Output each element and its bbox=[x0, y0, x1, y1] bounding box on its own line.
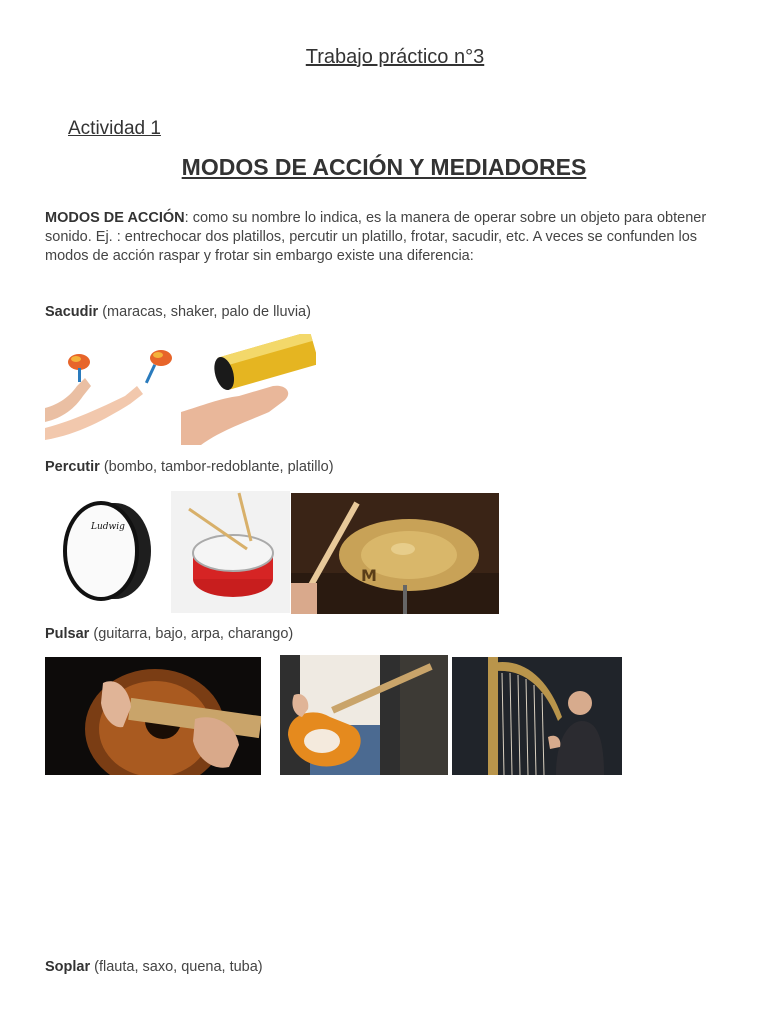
intro-term: MODOS DE ACCIÓN bbox=[45, 210, 185, 226]
section-term: Soplar bbox=[45, 959, 91, 975]
intro-text: : como su nombre lo indica, es la manera de operar sobre un objeto para obtener sonido. Ej. : entrechocar dos platillos, percutir un platillo, frotar, sacudir, etc. A veces se confunden los modos de acción raspar y frotar sin embargo existe una diferencia: bbox=[45, 210, 707, 264]
section-examples: (guitarra, bajo, arpa, charango) bbox=[89, 626, 294, 642]
activity-label: Actividad 1 bbox=[68, 118, 161, 139]
harp-photo bbox=[452, 657, 622, 775]
section-pulsar bbox=[45, 626, 293, 642]
document-title: Trabajo práctico n°3 bbox=[305, 46, 485, 68]
section-term: Sacudir bbox=[45, 304, 99, 320]
snare-drum-photo bbox=[171, 491, 290, 613]
guitar-photo bbox=[45, 657, 261, 775]
section-sacudir bbox=[45, 304, 311, 320]
intro-paragraph bbox=[45, 209, 735, 266]
section-percutir bbox=[45, 459, 334, 475]
maracas-photo bbox=[45, 338, 177, 443]
cymbal-photo bbox=[291, 493, 499, 614]
section-term: Pulsar bbox=[45, 626, 90, 642]
section-examples: (bombo, tambor-redoblante, platillo) bbox=[99, 459, 334, 475]
bass-photo bbox=[280, 655, 448, 775]
shaker-photo bbox=[181, 334, 316, 445]
section-term: Percutir bbox=[45, 459, 100, 475]
section-heading: MODOS DE ACCIÓN Y MEDIADORES bbox=[181, 154, 587, 180]
bass-drum-logo: Ludwig bbox=[91, 522, 125, 532]
bass-drum-photo bbox=[45, 491, 165, 611]
section-examples: (maracas, shaker, palo de lluvia) bbox=[98, 304, 311, 320]
cymbal-logo: M bbox=[361, 566, 377, 585]
section-examples: (flauta, saxo, quena, tuba) bbox=[90, 959, 263, 975]
section-soplar bbox=[45, 959, 263, 975]
